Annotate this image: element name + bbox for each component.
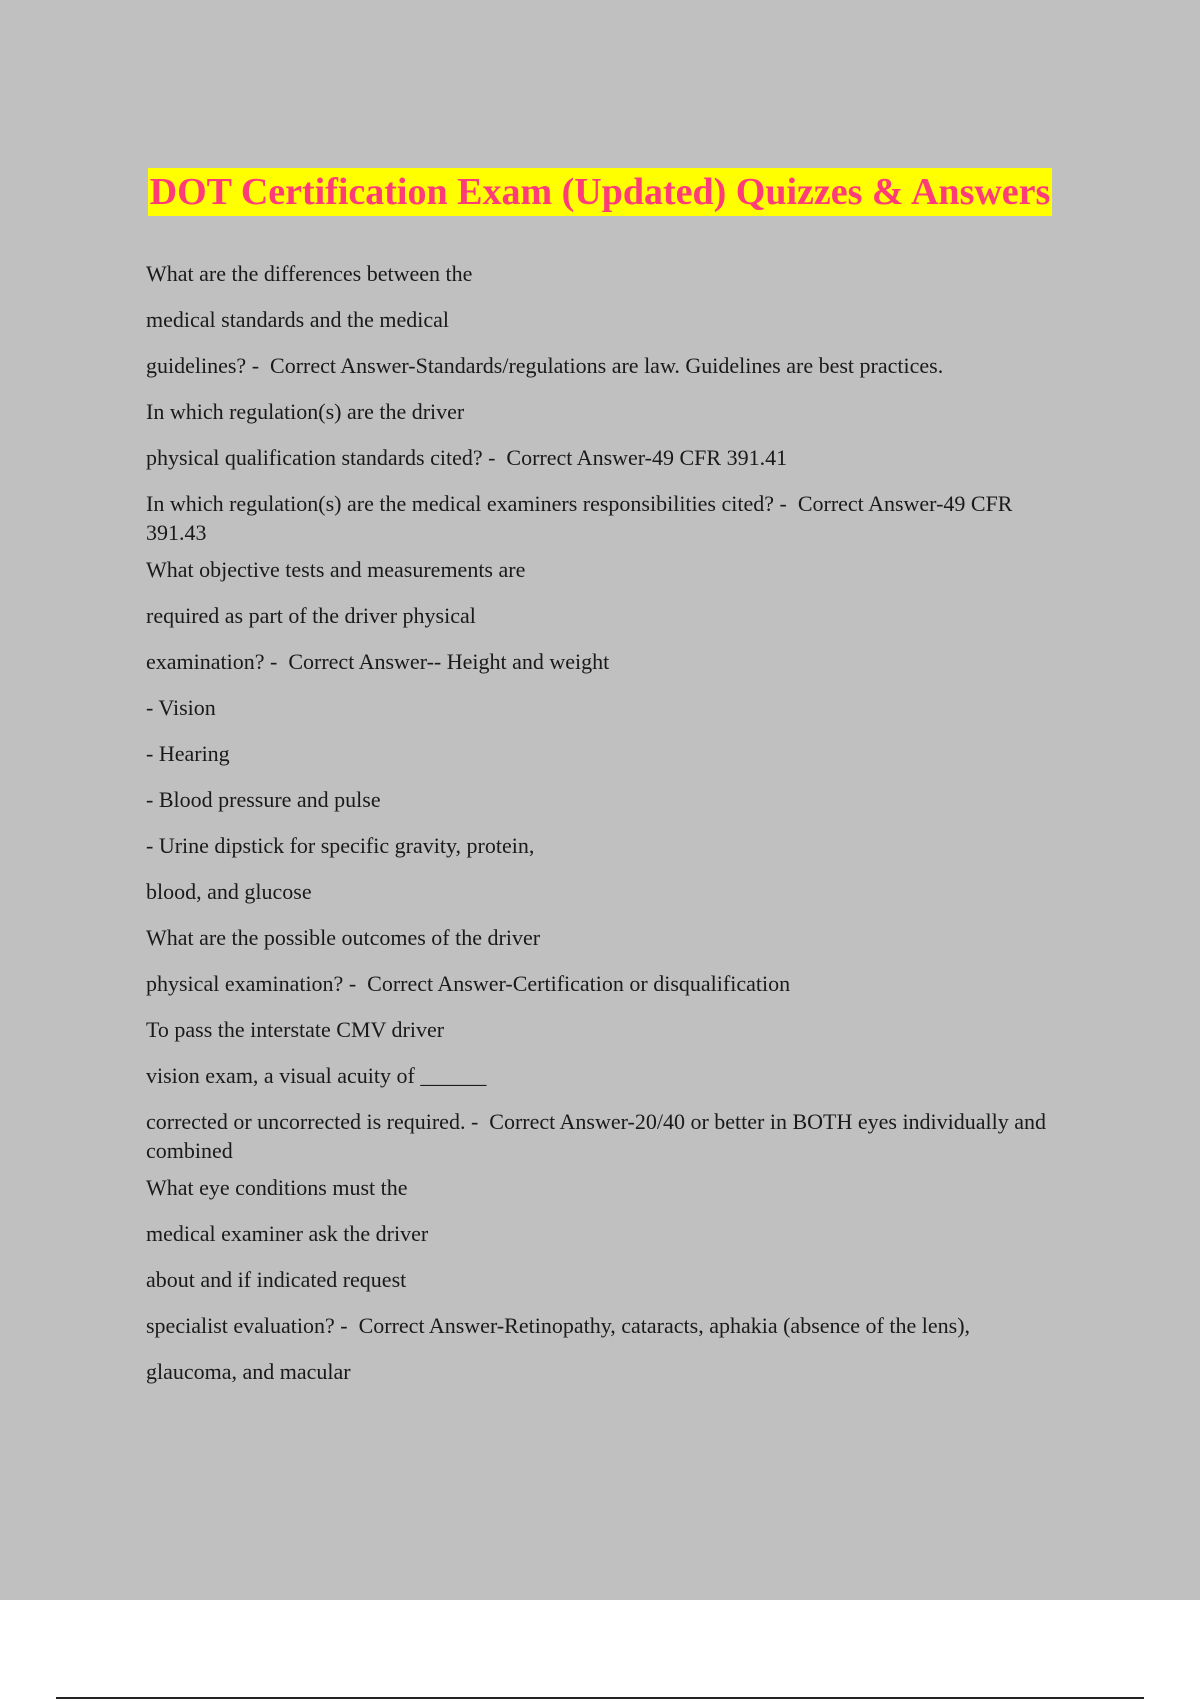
text-line: - Hearing bbox=[146, 741, 230, 766]
text-line: - Urine dipstick for specific gravity, protein, bbox=[146, 833, 535, 858]
text-line: What eye conditions must the bbox=[146, 1175, 408, 1200]
text-line: guidelines? - Correct Answer-Standards/regulations are law. Guidelines are best practices. bbox=[146, 353, 944, 378]
text-line: corrected or uncorrected is required. - Correct Answer-20/40 or better in BOTH eyes individually and combined bbox=[146, 1109, 1052, 1163]
text-line: To pass the interstate CMV driver bbox=[146, 1017, 445, 1042]
text-line: What are the differences between the bbox=[146, 261, 473, 286]
title-wrap bbox=[0, 168, 1200, 216]
text-line: What objective tests and measurements are bbox=[146, 557, 526, 582]
text-line: examination? - Correct Answer-- Height and weight bbox=[146, 649, 610, 674]
text-line: specialist evaluation? - Correct Answer-Retinopathy, cataracts, aphakia (absence of the lens), bbox=[146, 1313, 971, 1338]
text-line: about and if indicated request bbox=[146, 1267, 407, 1292]
text-line: glaucoma, and macular bbox=[146, 1359, 351, 1384]
text-line: - Blood pressure and pulse bbox=[146, 787, 381, 812]
document-title: DOT Certification Exam (Updated) Quizzes & Answers bbox=[148, 168, 1053, 216]
document-body bbox=[146, 259, 1066, 1403]
text-line: physical examination? - Correct Answer-Certification or disqualification bbox=[146, 971, 791, 996]
text-line: vision exam, a visual acuity of ______ bbox=[146, 1063, 487, 1088]
text-line: medical examiner ask the driver bbox=[146, 1221, 429, 1246]
text-line: What are the possible outcomes of the driver bbox=[146, 925, 541, 950]
text-line: required as part of the driver physical bbox=[146, 603, 476, 628]
text-line: medical standards and the medical bbox=[146, 307, 449, 332]
text-line: physical qualification standards cited? - Correct Answer-49 CFR 391.41 bbox=[146, 445, 788, 470]
text-line: In which regulation(s) are the driver bbox=[146, 399, 465, 424]
text-line: blood, and glucose bbox=[146, 879, 312, 904]
footer-divider bbox=[56, 1697, 1144, 1699]
text-line: In which regulation(s) are the medical examiners responsibilities cited? - Correct Answer-49 CFR 391.43 bbox=[146, 491, 1018, 545]
text-line: - Vision bbox=[146, 695, 216, 720]
